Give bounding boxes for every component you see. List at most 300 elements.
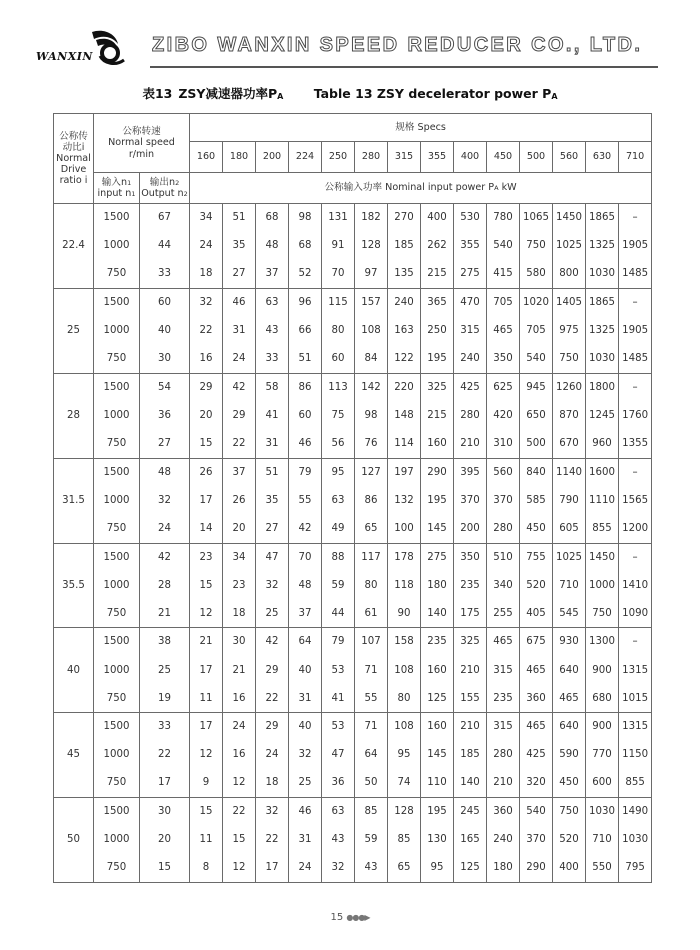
power-cell: 34 [223,543,256,571]
power-cell: 355 [454,232,487,260]
power-cell: 197 [388,458,421,486]
power-cell: 34 [190,204,223,232]
power-cell: 11 [190,685,223,713]
spec-value: 450 [487,142,520,173]
power-cell: – [619,204,652,232]
power-cell: 420 [487,402,520,430]
power-cell: 71 [355,713,388,741]
power-cell: 165 [454,826,487,854]
output-speed-cell: 30 [140,798,190,826]
power-cell: 29 [190,373,223,401]
input-speed-cell: 1000 [94,656,140,684]
power-cell: 48 [256,232,289,260]
power-cell: 1410 [619,571,652,599]
output-speed-cell: 38 [140,628,190,656]
power-cell: 1315 [619,713,652,741]
power-cell: 163 [388,317,421,345]
power-cell: 365 [421,288,454,316]
output-speed-cell: 21 [140,600,190,628]
power-cell: 185 [454,741,487,769]
power-cell: 31 [256,430,289,458]
power-cell: 84 [355,345,388,373]
power-cell: 114 [388,430,421,458]
power-cell: 530 [454,204,487,232]
input-speed-cell: 1000 [94,571,140,599]
power-cell: 1030 [586,345,619,373]
power-cell: 46 [223,288,256,316]
table-row [54,798,652,826]
power-cell: 47 [256,543,289,571]
output-speed-cell: 27 [140,430,190,458]
power-cell: 160 [421,713,454,741]
power-cell: 37 [223,458,256,486]
power-cell: 27 [223,260,256,288]
spec-value: 500 [520,142,553,173]
power-cell: 1905 [619,317,652,345]
power-cell: 33 [256,345,289,373]
output-en-subscript: 2 [183,190,188,198]
power-cell: 41 [322,685,355,713]
power-cell: 17 [190,486,223,514]
title-en-text: Table 13 ZSY decelerator power P [313,86,552,101]
power-cell: 158 [388,628,421,656]
table-title [0,84,700,102]
page-number-text: 15 [330,912,344,923]
title-en-subscript: A [551,92,558,101]
power-cell: 65 [355,515,388,543]
power-cell: 670 [553,430,586,458]
power-cell: 75 [322,402,355,430]
input-speed-cell: 1500 [94,373,140,401]
power-cell: 59 [322,571,355,599]
power-cell: 195 [421,486,454,514]
power-cell: 1030 [586,798,619,826]
power-cell: 12 [223,854,256,882]
power-cell: 240 [388,288,421,316]
power-cell: 12 [190,741,223,769]
power-cell: 18 [190,260,223,288]
power-cell: 96 [289,288,322,316]
output-speed-cell: 42 [140,543,190,571]
power-cell: 675 [520,628,553,656]
table-row [54,600,652,628]
power-cell: 140 [454,769,487,797]
power-cell: 750 [553,798,586,826]
power-cell: 50 [355,769,388,797]
power-cell: 235 [454,571,487,599]
power-cell: 750 [586,600,619,628]
output-cn: 输出n2 [149,176,180,188]
ratio-cell: 22.4 [54,204,94,289]
power-cell: 415 [487,260,520,288]
input-speed-cell: 1500 [94,713,140,741]
power-cell: 275 [454,260,487,288]
power-cell: 14 [190,515,223,543]
power-cell: 107 [355,628,388,656]
power-cell: 160 [421,430,454,458]
page-arrow-icon: ●●●▶ [346,913,370,922]
input-speed-cell: 1000 [94,486,140,514]
power-cell: 290 [520,854,553,882]
power-cell: 95 [421,854,454,882]
power-cell: 250 [421,317,454,345]
power-cell: 26 [190,458,223,486]
spec-value: 400 [454,142,487,173]
power-cell: 1025 [553,232,586,260]
power-cell: 46 [289,430,322,458]
ratio-header-line: ratio i [59,175,88,187]
power-cell: 58 [256,373,289,401]
power-cell: 200 [454,515,487,543]
power-cell: 560 [487,458,520,486]
power-cell: 32 [289,741,322,769]
power-cell: 465 [520,713,553,741]
input-speed-cell: 750 [94,515,140,543]
power-cell: 68 [289,232,322,260]
power-cell: 95 [322,458,355,486]
power-cell: 8 [190,854,223,882]
power-cell: 22 [256,826,289,854]
power-cell: 42 [289,515,322,543]
power-cell: – [619,288,652,316]
power-table [53,113,652,883]
ratio-header [54,114,94,204]
power-cell: 42 [223,373,256,401]
spec-value: 710 [619,142,652,173]
input-speed-cell: 1000 [94,232,140,260]
power-cell: 185 [388,232,421,260]
power-cell: 210 [454,656,487,684]
power-cell: 148 [388,402,421,430]
power-cell: 18 [256,769,289,797]
power-cell: 108 [388,713,421,741]
power-cell: 24 [256,741,289,769]
power-cell: 855 [586,515,619,543]
power-cell: 930 [553,628,586,656]
power-cell: – [619,458,652,486]
power-cell: 157 [355,288,388,316]
power-cell: 80 [355,571,388,599]
power-cell: 49 [322,515,355,543]
power-cell: 155 [454,685,487,713]
input-speed-cell: 750 [94,685,140,713]
input-cn-subscript: 1 [127,178,132,187]
power-cell: 510 [487,543,520,571]
power-cell: 98 [289,204,322,232]
power-cell: 55 [355,685,388,713]
power-cell: 15 [190,571,223,599]
power-cell: 25 [289,769,322,797]
power-cell: 1485 [619,260,652,288]
power-cell: 128 [355,232,388,260]
power-cell: 145 [421,515,454,543]
power-cell: 25 [256,600,289,628]
output-speed-cell: 28 [140,571,190,599]
power-cell: – [619,543,652,571]
specs-header: 规格 Specs [190,114,652,142]
power-cell: 500 [520,430,553,458]
power-cell: 315 [454,317,487,345]
power-cell: 1325 [586,317,619,345]
power-cell: 43 [256,317,289,345]
power-cell: 1490 [619,798,652,826]
power-cell: 650 [520,402,553,430]
output-speed-cell: 20 [140,826,190,854]
output-speed-cell: 24 [140,515,190,543]
power-cell: 280 [487,741,520,769]
power-cell: 1865 [586,288,619,316]
input-speed-cell: 1000 [94,317,140,345]
power-cell: 11 [190,826,223,854]
power-cell: 60 [289,402,322,430]
speed-header-line: r/min [128,148,155,160]
power-cell: 43 [355,854,388,882]
logo-wordmark: WANXIN [36,50,93,63]
power-cell: 63 [322,486,355,514]
input-en-subscript: 1 [131,190,136,198]
power-cell: 17 [190,713,223,741]
output-speed-header-cn [140,177,189,188]
table-row [54,515,652,543]
power-cell: – [619,373,652,401]
output-en: Output n2 [141,188,188,199]
power-cell: 117 [355,543,388,571]
output-speed-cell: 40 [140,317,190,345]
power-cell: 125 [421,685,454,713]
power-cell: 350 [487,345,520,373]
power-cell: 870 [553,402,586,430]
power-cell: 97 [355,260,388,288]
power-cell: 127 [355,458,388,486]
input-speed-cell: 1000 [94,741,140,769]
power-cell: 275 [421,543,454,571]
power-cell: 79 [289,458,322,486]
table-row [54,317,652,345]
power-cell: 59 [355,826,388,854]
power-cell: 1600 [586,458,619,486]
power-cell: 100 [388,515,421,543]
power-cell: 1065 [520,204,553,232]
output-speed-cell: 54 [140,373,190,401]
power-cell: 1150 [619,741,652,769]
power-cell: 32 [256,571,289,599]
output-speed-cell: 19 [140,685,190,713]
power-cell: 23 [223,571,256,599]
power-cell: 1450 [553,204,586,232]
power-cell: 76 [355,430,388,458]
ratio-cell: 25 [54,288,94,373]
power-cell: 17 [190,656,223,684]
power-cell: 17 [256,854,289,882]
table-row [54,345,652,373]
power-cell: 12 [223,769,256,797]
spec-value: 630 [586,142,619,173]
power-cell: 195 [421,798,454,826]
power-cell: 180 [487,854,520,882]
power-cell: 705 [520,317,553,345]
power-cell: 280 [454,402,487,430]
power-cell: 51 [256,458,289,486]
power-cell: 91 [322,232,355,260]
power-cell: 210 [487,769,520,797]
power-cell: 32 [322,854,355,882]
power-cell: 30 [223,628,256,656]
power-cell: 125 [454,854,487,882]
title-cn-prefix: 表13 [142,86,173,101]
power-cell: 31 [289,826,322,854]
power-cell: 24 [289,854,322,882]
power-cell: 1245 [586,402,619,430]
table-row [54,486,652,514]
power-cell: 61 [355,600,388,628]
power-cell: 900 [586,713,619,741]
power-cell: 27 [256,515,289,543]
power-cell: 113 [322,373,355,401]
table-row [54,826,652,854]
power-cell: 24 [190,232,223,260]
power-cell: 705 [487,288,520,316]
input-speed-cell: 1000 [94,402,140,430]
power-cell: 88 [322,543,355,571]
power-cell: 425 [520,741,553,769]
power-cell: 240 [454,345,487,373]
ratio-cell: 50 [54,798,94,883]
speed-header-line: Normal speed [108,137,175,149]
power-cell: 29 [223,402,256,430]
power-cell: 160 [421,656,454,684]
table-row [54,373,652,401]
power-cell: 1030 [619,826,652,854]
power-cell: 110 [421,769,454,797]
power-cell: 42 [256,628,289,656]
input-speed-cell: 1500 [94,204,140,232]
spec-value: 315 [388,142,421,173]
power-cell: 22 [223,798,256,826]
power-cell: 1110 [586,486,619,514]
company-name: ZIBO WANXIN SPEED REDUCER CO., LTD. [152,34,643,56]
input-speed-cell: 750 [94,769,140,797]
output-speed-cell: 33 [140,260,190,288]
power-cell: 1090 [619,600,652,628]
power-cell: 22 [190,317,223,345]
power-cell: 46 [289,798,322,826]
power-cell: 21 [190,628,223,656]
power-cell: 235 [487,685,520,713]
power-cell: 32 [256,798,289,826]
power-cell: 90 [388,600,421,628]
input-speed-cell: 750 [94,260,140,288]
power-cell: 53 [322,656,355,684]
table-row [54,571,652,599]
power-cell: 63 [322,798,355,826]
power-cell: 15 [190,798,223,826]
power-cell: 79 [322,628,355,656]
input-speed-cell: 1500 [94,543,140,571]
power-cell: 465 [520,656,553,684]
power-cell: 31 [223,317,256,345]
power-cell: 70 [289,543,322,571]
power-cell: 290 [421,458,454,486]
power-cell: 35 [223,232,256,260]
power-cell: 210 [454,713,487,741]
power-cell: 1260 [553,373,586,401]
input-speed-cell: 750 [94,854,140,882]
power-cell: 51 [223,204,256,232]
power-header: 公称输入功率 Nominal input power PA kW [190,173,652,204]
power-cell: 175 [454,600,487,628]
ratio-header-line: 公称传 [59,130,88,142]
input-speed-cell: 750 [94,600,140,628]
power-cell: 108 [388,656,421,684]
power-cell: 182 [355,204,388,232]
power-cell: 240 [487,826,520,854]
power-cell: 74 [388,769,421,797]
power-cell: 310 [487,430,520,458]
input-speed-header-cn [94,177,139,188]
power-cell: 400 [421,204,454,232]
power-cell: 540 [520,798,553,826]
power-cell: 900 [586,656,619,684]
output-speed-cell: 48 [140,458,190,486]
ratio-header-line: 动比i [62,141,85,153]
power-cell: 1355 [619,430,652,458]
power-cell: 22 [223,430,256,458]
power-cell: 710 [586,826,619,854]
ratio-cell: 45 [54,713,94,798]
speed-header-line: 公称转速 [122,126,161,138]
power-cell: 640 [553,656,586,684]
power-cell: 40 [289,656,322,684]
page-number [0,912,700,923]
power-cell: 85 [388,826,421,854]
input-speed-cell: 750 [94,430,140,458]
output-speed-cell: 22 [140,741,190,769]
power-cell: 40 [289,713,322,741]
power-cell: 790 [553,486,586,514]
power-cell: 780 [487,204,520,232]
output-speed-cell: 30 [140,345,190,373]
output-cn-subscript: 2 [175,178,180,187]
power-cell: 122 [388,345,421,373]
power-cell: 220 [388,373,421,401]
table-row [54,628,652,656]
power-cell: 12 [190,600,223,628]
input-speed-header [94,173,140,204]
input-speed-cell: 1500 [94,798,140,826]
power-cell: 450 [520,515,553,543]
power-cell: 24 [223,345,256,373]
power-cell: 680 [586,685,619,713]
power-cell: 1020 [520,288,553,316]
input-speed-header-en [94,188,139,199]
power-cell: 590 [553,741,586,769]
ratio-cell: 40 [54,628,94,713]
table-row [54,769,652,797]
power-cell: 1300 [586,628,619,656]
power-cell: 270 [388,204,421,232]
speed-header [94,114,190,173]
power-cell: 325 [454,628,487,656]
power-cell: 20 [190,402,223,430]
table-row [54,685,652,713]
power-cell: 425 [454,373,487,401]
power-cell: 98 [355,402,388,430]
power-cell: 1030 [586,260,619,288]
title-cn-text: ZSY减速器功率P [178,86,278,101]
power-cell: 370 [520,826,553,854]
power-cell: 545 [553,600,586,628]
power-cell: 360 [520,685,553,713]
